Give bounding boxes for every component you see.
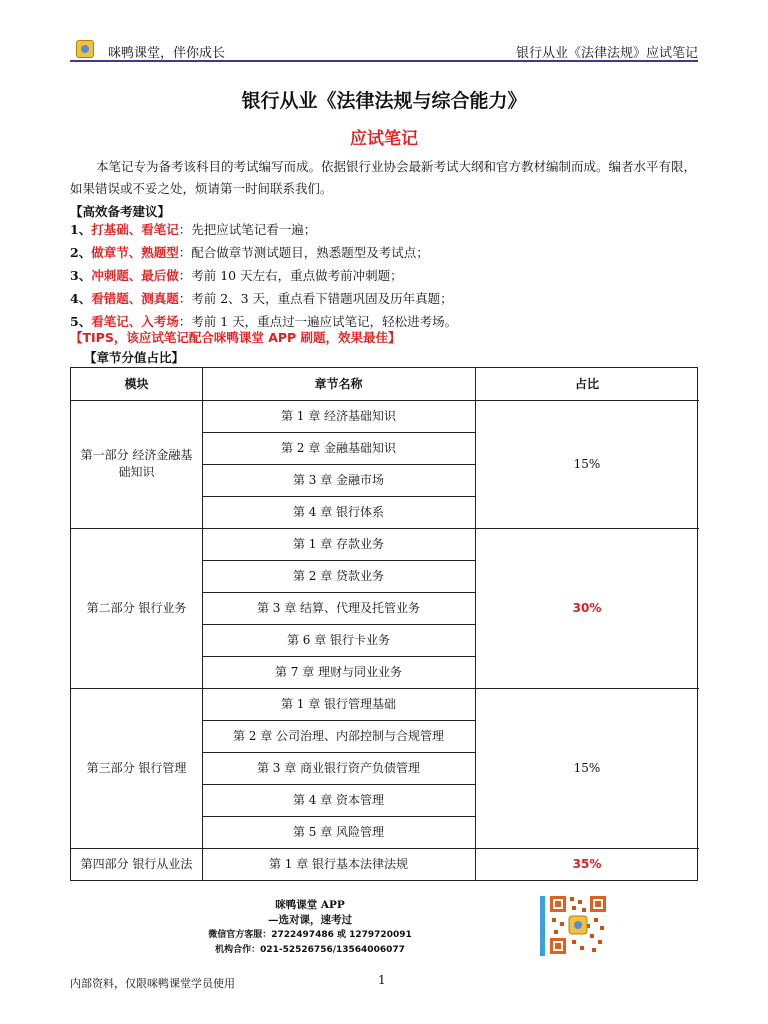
- table-chapter-cell: 第 3 章 金融市场: [292, 472, 385, 487]
- table-share-cell: 30%: [572, 600, 602, 615]
- table-chapter-cell: 第 6 章 银行卡业务: [286, 632, 391, 647]
- advice-item-keyword: 看错题、测真题: [91, 291, 179, 306]
- table-chapter-cell: 第 4 章 资本管理: [292, 792, 385, 807]
- advice-item-keyword: 冲刺题、最后做: [91, 268, 179, 283]
- advice-item-keyword: 打基础、看笔记: [91, 222, 179, 237]
- qr-accent-bar: [540, 896, 545, 956]
- advice-item-keyword: 看笔记、入考场: [91, 314, 179, 329]
- advice-item-text: ：先把应试笔记看一遍；: [178, 222, 317, 237]
- advice-item: [70, 243, 710, 261]
- page-header: [70, 38, 698, 62]
- advice-item-text: ：配合做章节测试题目，熟悉题型及考试点；: [178, 245, 429, 260]
- advice-item: [70, 289, 710, 307]
- tips-note: 【TIPS，该应试笔记配合咪鸭课堂 APP 刷题，效果最佳】: [70, 330, 401, 345]
- footer-slogan: —选对课，速考过: [268, 914, 352, 926]
- advice-item-keyword: 做章节、熟题型: [91, 245, 179, 260]
- advice-item-number: 2、: [70, 245, 92, 260]
- header-slogan: 咪鸭课堂，伴你成长: [108, 46, 226, 61]
- footer-internal-note: 内部资料，仅限咪鸭课堂学员使用: [70, 977, 235, 990]
- table-module-cell: 第四部分 银行从业法: [80, 856, 193, 871]
- duck-logo-icon: [76, 40, 94, 58]
- footer-app-name: 咪鸭课堂 APP: [275, 899, 345, 911]
- advice-item: [70, 220, 710, 238]
- advice-item-text: ：考前 2、3 天，重点看下错题巩固及历年真题；: [178, 291, 453, 306]
- footer-cooperation: 机构合作：021-52526756/13564006077: [215, 945, 405, 955]
- table-chapter-cell: 第 2 章 贷款业务: [292, 568, 385, 583]
- footer-contact: [180, 898, 440, 958]
- advice-item-number: 3、: [70, 268, 92, 283]
- table-chapter-cell: 第 2 章 金融基础知识: [280, 440, 397, 455]
- table-chapter-cell: 第 3 章 结算、代理及托管业务: [256, 600, 421, 615]
- table-chapter-cell: 第 1 章 银行基本法律法规: [268, 856, 409, 871]
- chapter-share-table: [70, 367, 698, 881]
- table-chapter-cell: 第 4 章 银行体系: [292, 504, 385, 519]
- footer-wechat: 微信官方客服：2722497486 或 1279720091: [208, 930, 412, 940]
- table-chapter-cell: 第 1 章 银行管理基础: [280, 696, 397, 711]
- page-title: 银行从业《法律法规与综合能力》: [241, 90, 527, 112]
- table-chapter-cell: 第 7 章 理财与同业业务: [274, 664, 403, 679]
- table-share-cell: 15%: [573, 760, 601, 775]
- table-share-cell: 35%: [572, 856, 602, 871]
- table-header-cell: 占比: [574, 376, 599, 391]
- table-chapter-cell: 第 3 章 商业银行资产负债管理: [256, 760, 421, 775]
- page-subtitle: 应试笔记: [350, 129, 418, 149]
- intro-paragraph: 本笔记专为备考该科目的考试编写而成。依据银行业协会最新考试大纲和官方教材编制而成。编者水平有限，如果错误或不妥之处，烦请第一时间联系我们。: [70, 159, 697, 196]
- header-doc-title: 银行从业《法律法规》应试笔记: [515, 46, 698, 61]
- table-chapter-cell: 第 5 章 风险管理: [292, 824, 385, 839]
- page-number: 1: [378, 973, 386, 987]
- table-module-cell: 第二部分 银行业务: [86, 600, 187, 615]
- table-chapter-cell: 第 1 章 经济基础知识: [280, 408, 397, 423]
- table-module-cell: 第一部分 经济金融基础知识: [80, 448, 193, 479]
- table-share-cell: 15%: [573, 456, 601, 471]
- advice-item-number: 5、: [70, 314, 92, 329]
- table-chapter-cell: 第 1 章 存款业务: [292, 536, 385, 551]
- chapter-share-label: 【章节分值占比】: [84, 350, 185, 365]
- qr-code-icon: [548, 894, 608, 956]
- advice-label: 【高效备考建议】: [70, 204, 171, 219]
- advice-item: [70, 266, 710, 284]
- table-header-cell: 章节名称: [314, 376, 363, 391]
- advice-item-text: ：考前 1 天，重点过一遍应试笔记，轻松进考场。: [178, 314, 458, 329]
- advice-item-number: 4、: [70, 291, 92, 306]
- table-chapter-cell: 第 2 章 公司治理、内部控制与合规管理: [232, 728, 445, 743]
- table-module-cell: 第三部分 银行管理: [86, 760, 187, 775]
- advice-item-text: ：考前 10 天左右，重点做考前冲刺题；: [178, 268, 403, 283]
- advice-item-number: 1、: [70, 222, 92, 237]
- table-header-cell: 模块: [124, 376, 149, 391]
